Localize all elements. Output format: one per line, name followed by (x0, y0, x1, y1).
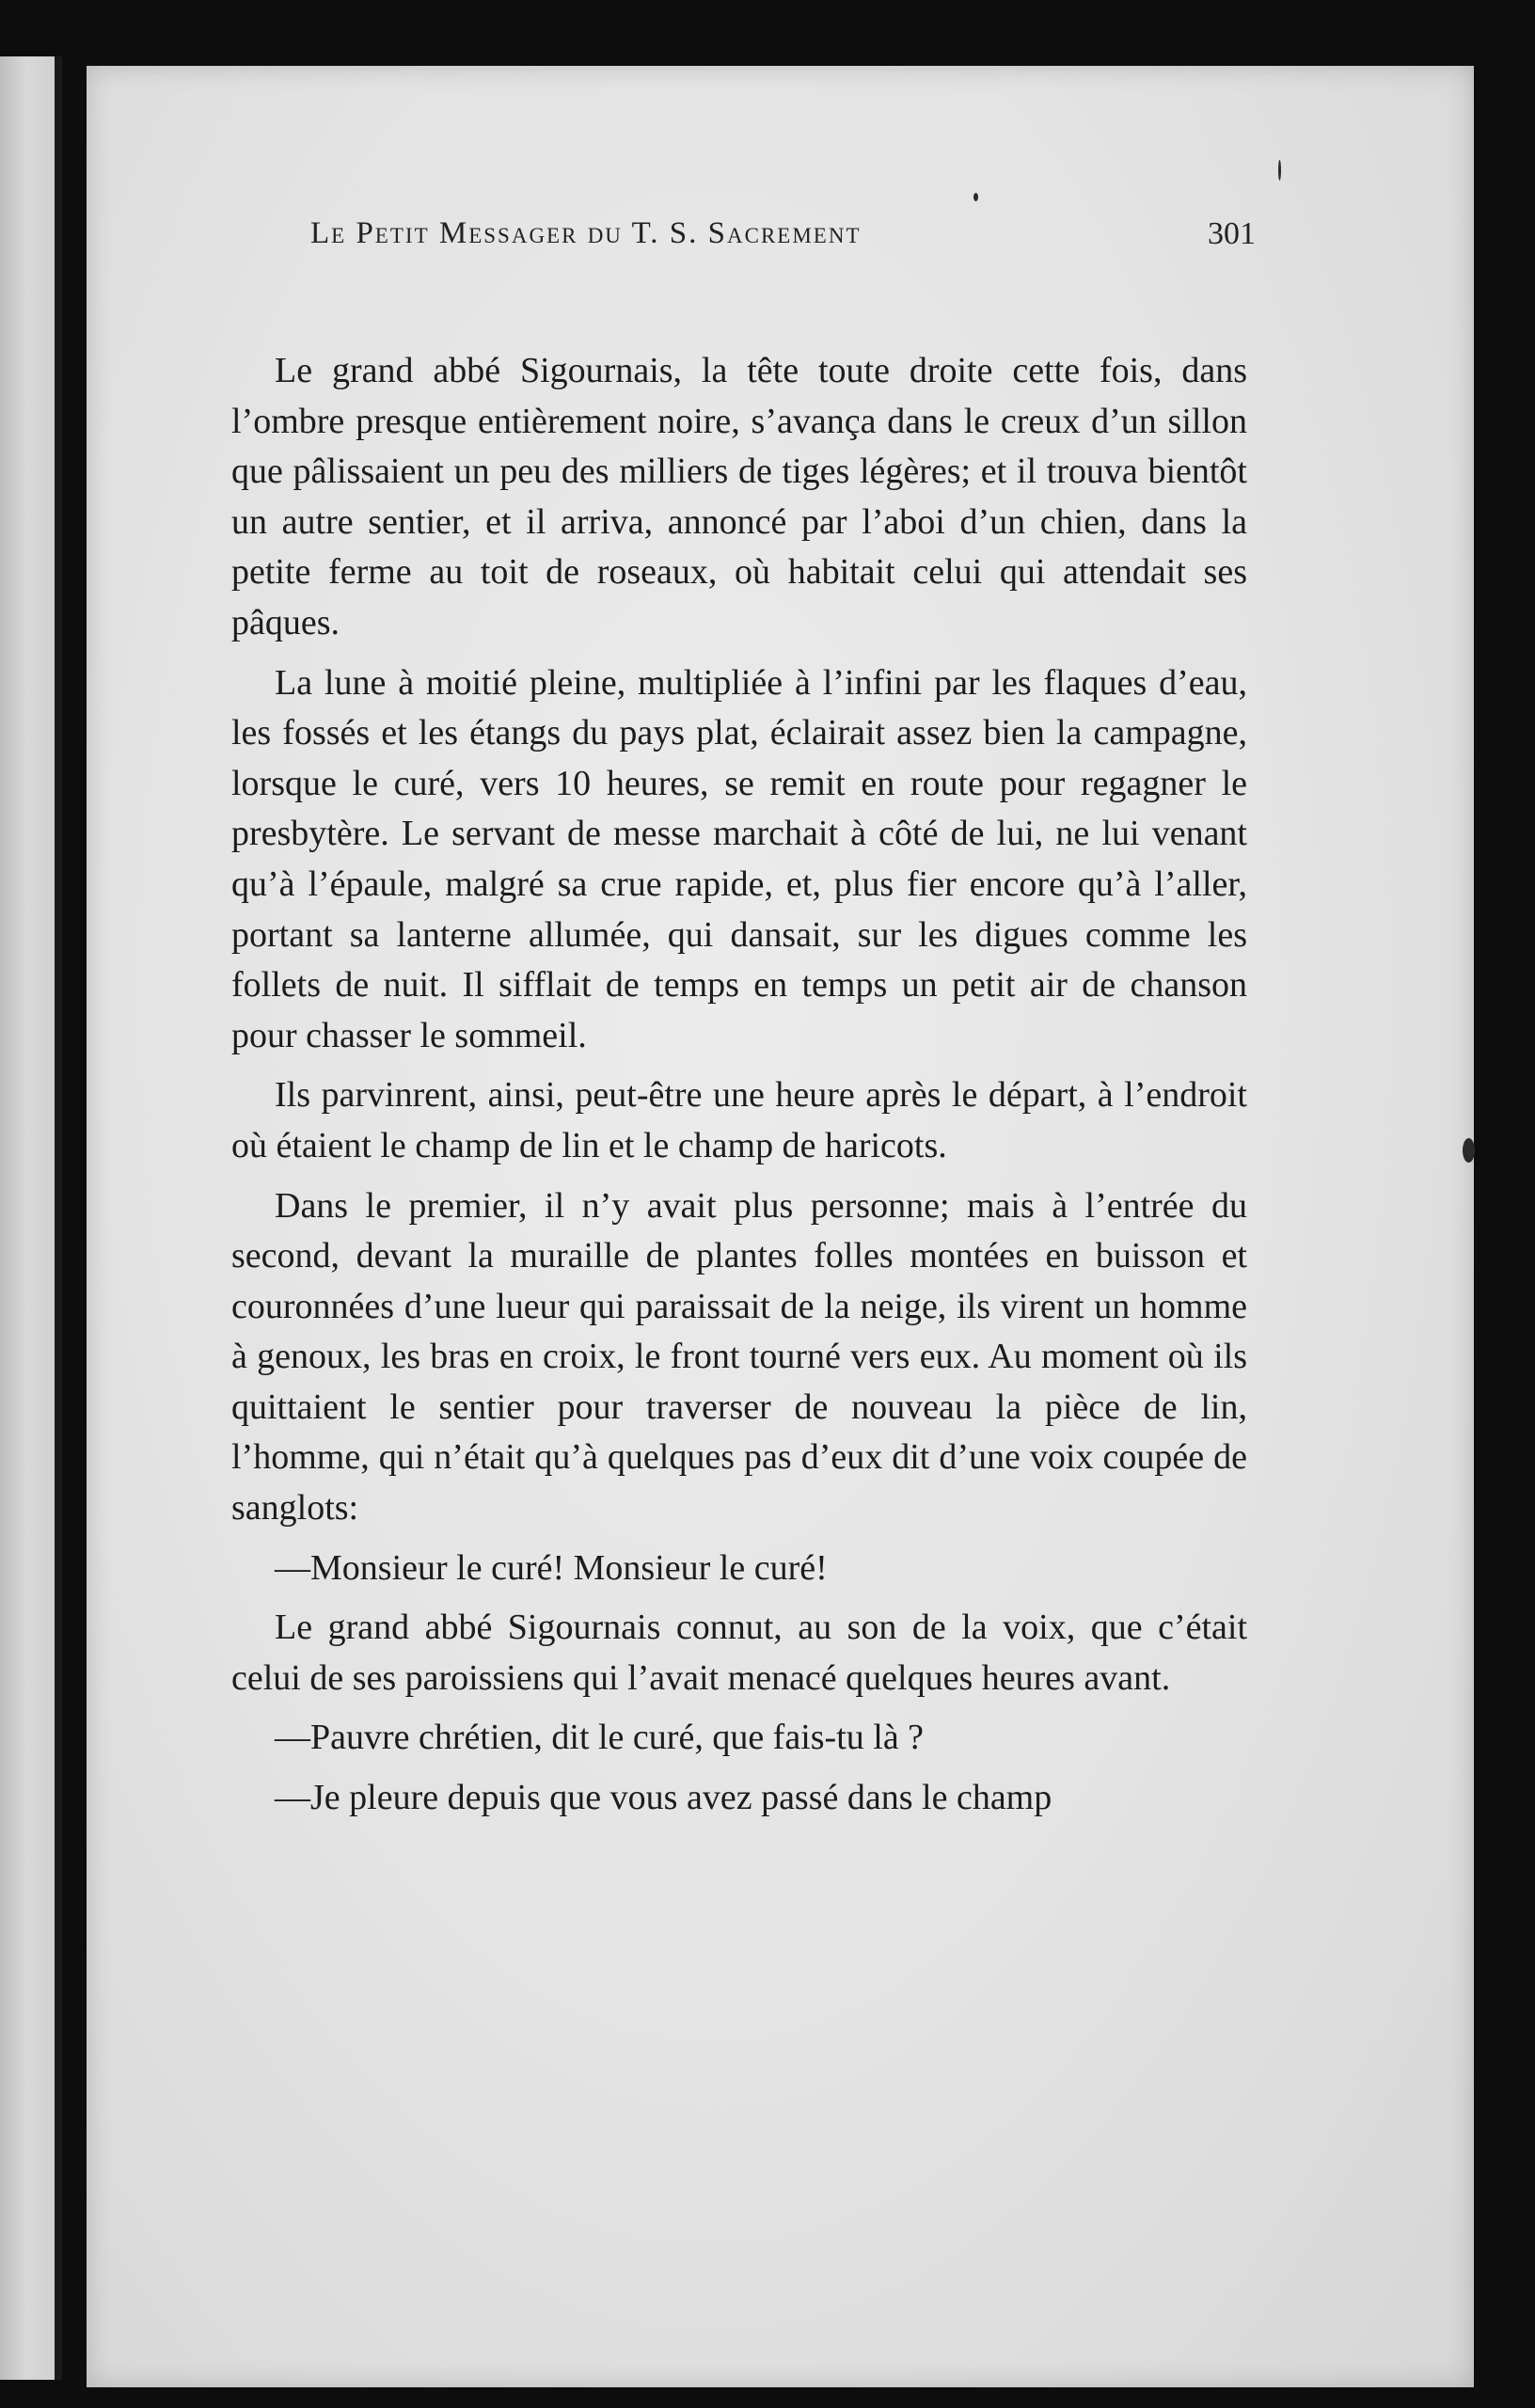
ink-speck (1463, 1138, 1475, 1163)
dialogue-line: —Je pleure depuis que vous avez passé dans le champ (275, 1778, 1052, 1818)
ink-speck (1278, 160, 1281, 181)
dialogue-line: —Pauvre chrétien, dit le curé, que fais-tu là ? (275, 1718, 925, 1758)
text-block (231, 346, 1247, 1833)
paragraph: Le grand abbé Sigournais, la tête toute droite cette fois, dans l’ombre presque entièrement noire, s’avança dans le creux d’un sillon que pâlissaient un peu des milliers de tiges légères; et il trouva bientôt un autre sentier, et il arriva, annoncé par l’aboi d’un chien, dans la petite ferme au toit de roseaux, où habitait celui qui attendait ses pâques. (231, 351, 1247, 642)
paragraph: Ils parvinrent, ainsi, peut-être une heure après le départ, à l’endroit où étaient le champ de lin et le champ de haricots. (231, 1075, 1247, 1165)
ink-speck (973, 193, 978, 201)
paragraph: Dans le premier, il n’y avait plus personne; mais à l’entrée du second, devant la muraille de plantes folles montées en buisson et couronnées d’une lueur qui paraissait de la neige, ils virent un homme à genoux, les bras en croix, le front tourné vers eux. Au moment où ils quittaient le sentier pour traverser de nouveau la pièce de lin, l’homme, qui n’était qu’à quelques pas d’eux dit d’une voix coupée de sanglots: (231, 1185, 1247, 1529)
facing-page-edge (0, 56, 58, 2380)
page-number: 301 (1208, 216, 1256, 251)
paragraph: Le grand abbé Sigournais connut, au son de la voix, que c’était celui de ses paroissiens qui l’avait menacé quelques heures avant. (231, 1608, 1247, 1698)
paragraph: La lune à moitié pleine, multipliée à l’infini par les flaques d’eau, les fossés et les étangs du pays plat, éclairait assez bien la campagne, lorsque le curé, vers 10 heures, se remit en route pour regagner le presbytère. Le servant de messe marchait à côté de lui, ne lui venant qu’à l’épaule, malgré sa crue rapide, et, plus fier encore qu’à l’aller, portant sa lanterne allumée, qui dansait, sur les digues comme les follets de nuit. Il sifflait de temps en temps un petit air de chanson pour chasser le sommeil. (231, 662, 1247, 1055)
dialogue-line: —Monsieur le curé! Monsieur le curé! (275, 1547, 828, 1588)
book-gutter (55, 56, 62, 2380)
running-head (310, 216, 1256, 273)
running-title: Le Petit Messager du T. S. Sacrement (310, 216, 862, 250)
